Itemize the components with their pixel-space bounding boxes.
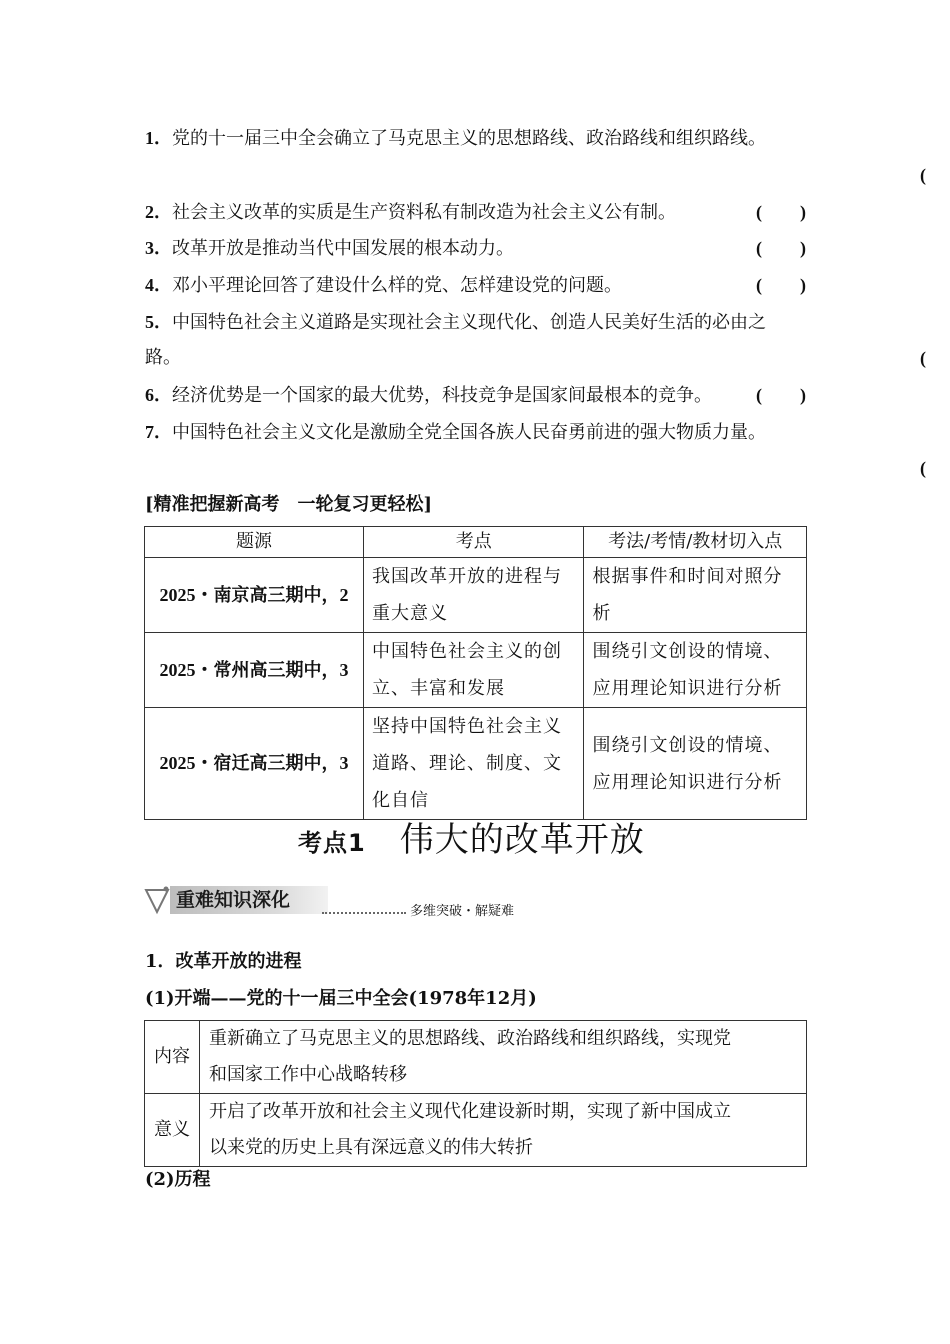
question-number: 4．: [145, 275, 172, 295]
question-5: [145, 310, 766, 335]
cell-line: 开启了改革开放和社会主义现代化建设新时期，实现了新中国成立: [209, 1101, 731, 1122]
question-text: 经济优势是一个国家的最大优势，科技竞争是国家间最根本的竞争。: [172, 385, 712, 406]
cell-line: 围绕引文创设的情境、: [592, 641, 783, 662]
cell-line: 坚持中国特色社会主义: [371, 716, 562, 737]
exam-section-heading: [精准把握新高考 一轮复习更轻松]: [145, 494, 433, 515]
cell-line: 我国改革开放的进程与: [371, 566, 562, 587]
question-text: 中国特色社会主义文化是激励全党全国各族人民奋勇前进的强大物质力量。: [172, 422, 766, 443]
source-cell: 2025・南京高三期中，2: [145, 558, 364, 633]
cell-line: 中国特色社会主义的创: [371, 641, 562, 662]
cell-line: 化自信: [371, 790, 429, 811]
answer-paren-close: ): [800, 238, 806, 258]
table-row: [145, 1094, 807, 1167]
cell-line: 道路、理论、制度、文: [371, 753, 562, 774]
row-label: 内容: [145, 1021, 200, 1094]
table-header-row: [145, 527, 807, 558]
question-text: 邓小平理论回答了建设什么样的党、怎样建设党的问题。: [172, 275, 622, 296]
table-header-cell: 题源: [145, 527, 364, 558]
question-number: 6．: [145, 385, 172, 405]
banner-divider: [322, 912, 406, 914]
question-text: 中国特色社会主义道路是实现社会主义现代化、创造人民美好生活的必由之: [172, 312, 766, 333]
question-text: 党的十一届三中全会确立了马克思主义的思想路线、政治路线和组织路线。: [172, 128, 766, 149]
banner-subtitle: 多维突破・解疑难: [410, 904, 515, 919]
answer-paren-open: (: [920, 458, 926, 478]
point-cell: [363, 633, 584, 708]
question-number: 7．: [145, 422, 172, 442]
row-content: [200, 1094, 807, 1167]
banner-tag: 重难知识深化: [170, 886, 328, 914]
question-2: [145, 200, 676, 225]
question-text: 社会主义改革的实质是生产资料私有制改造为社会主义公有制。: [172, 202, 676, 223]
question-number: 2．: [145, 202, 172, 222]
cell-line: 和国家工作中心战略转移: [209, 1064, 407, 1085]
question-number: 3．: [145, 238, 172, 258]
answer-paren-close: ): [800, 202, 806, 222]
source-cell: 2025・常州高三期中，3: [145, 633, 364, 708]
table-header-cell: 考点: [363, 527, 584, 558]
question-number: 5．: [145, 312, 172, 332]
cell-line: 析: [592, 603, 612, 624]
row-content: [200, 1021, 807, 1094]
question-number: 1．: [145, 128, 172, 148]
cell-line: 重新确立了马克思主义的思想路线、政治路线和组织路线，实现党: [209, 1028, 731, 1049]
cell-line: 根据事件和时间对照分: [592, 566, 783, 587]
point-cell: [363, 708, 584, 820]
section-title-text: 伟大的改革开放: [399, 820, 645, 860]
row-label: 意义: [145, 1094, 200, 1167]
cell-line: 围绕引文创设的情境、: [592, 734, 783, 756]
question-6: [145, 383, 712, 408]
table-row: [145, 633, 807, 708]
answer-paren-close: ): [800, 275, 806, 295]
table-row: [145, 1021, 807, 1094]
answer-paren-open: (: [756, 385, 762, 405]
answer-paren-close: ): [800, 385, 806, 405]
table-row: [145, 558, 807, 633]
question-3: [145, 236, 514, 261]
cell-line: 重大意义: [371, 603, 448, 624]
banner-triangle-icon: [144, 886, 172, 916]
meaning-table: [144, 1020, 807, 1167]
cell-line: 立、丰富和发展: [371, 678, 505, 699]
source-cell: 2025・宿迁高三期中，3: [145, 708, 364, 820]
answer-paren-open: (: [756, 238, 762, 258]
question-text: 改革开放是推动当代中国发展的根本动力。: [172, 238, 514, 259]
answer-paren-open: (: [756, 275, 762, 295]
point-cell: [363, 558, 584, 633]
answer-paren-open: (: [920, 348, 926, 368]
cell-line: 应用理论知识进行分析: [592, 771, 783, 793]
content-subheading: (2)历程: [145, 1169, 211, 1190]
cell-line: 应用理论知识进行分析: [592, 678, 783, 699]
content-subheading: (1)开端——党的十一届三中全会(1978年12月): [145, 988, 537, 1009]
exam-source-table: [144, 526, 807, 820]
question-4: [145, 273, 622, 298]
cell-line: 以来党的历史上具有深远意义的伟大转折: [209, 1137, 533, 1158]
table-row: [145, 708, 807, 820]
table-header-cell: 考法/考情/教材切入点: [584, 527, 807, 558]
method-cell: [584, 558, 807, 633]
question-5-continued: 路。: [145, 347, 181, 368]
method-cell: [584, 633, 807, 708]
answer-paren-open: (: [756, 202, 762, 222]
content-heading: 1．改革开放的进程: [145, 951, 302, 972]
question-7: [145, 420, 766, 445]
method-cell: [584, 708, 807, 820]
answer-paren-open: (: [920, 165, 926, 185]
section-label: 考点1: [298, 829, 366, 857]
section-title: [298, 818, 645, 865]
question-1: [145, 126, 766, 151]
